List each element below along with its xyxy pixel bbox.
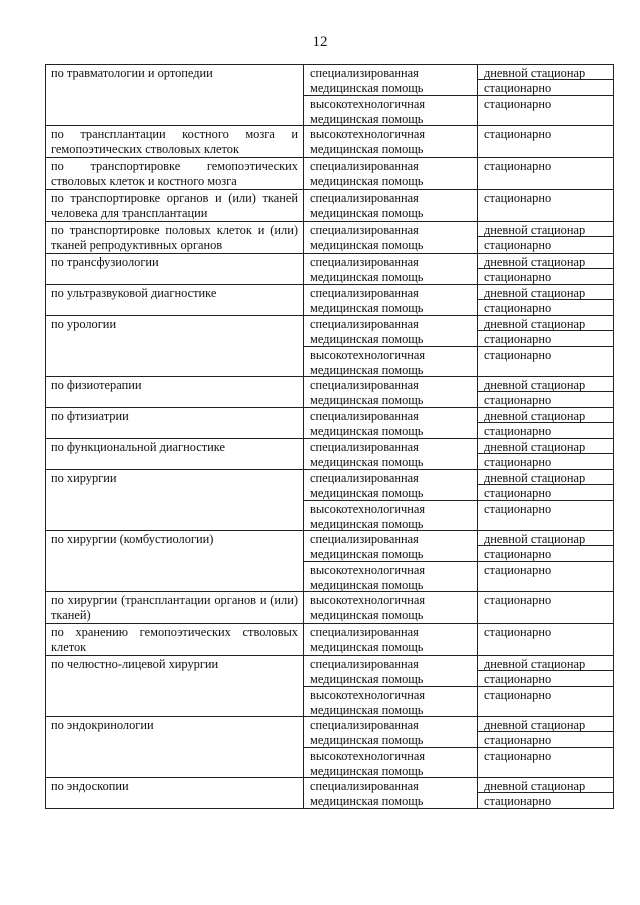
conditions-cell bbox=[478, 439, 614, 470]
care-type-text: специализированная медицинская помощь bbox=[310, 532, 424, 561]
table-row bbox=[46, 624, 614, 656]
condition-text: дневной стационар bbox=[478, 470, 613, 485]
conditions-group bbox=[478, 158, 613, 188]
table-row bbox=[46, 717, 614, 778]
table-row bbox=[46, 190, 614, 222]
care-type-text: специализированная медицинская помощь bbox=[310, 378, 424, 407]
table-row bbox=[46, 158, 614, 190]
care-type-cell bbox=[304, 316, 478, 377]
condition-text: стационарно bbox=[484, 159, 552, 173]
care-type-cell bbox=[304, 656, 478, 717]
conditions-cell bbox=[478, 377, 614, 408]
conditions-cell bbox=[478, 531, 614, 592]
condition-text: стационарно bbox=[484, 547, 552, 561]
conditions-group bbox=[478, 624, 613, 654]
conditions-cell bbox=[478, 717, 614, 778]
care-type-text: специализированная медицинская помощь bbox=[310, 159, 424, 188]
care-type-text: специализированная медицинская помощь bbox=[310, 66, 424, 95]
condition-text: дневной стационар bbox=[478, 531, 613, 546]
condition-text: дневной стационар bbox=[478, 656, 613, 671]
condition-text: стационарно bbox=[484, 127, 552, 141]
care-type-text: высокотехнологичная медицинская помощь bbox=[304, 561, 477, 591]
profile-cell bbox=[46, 592, 304, 624]
conditions-group bbox=[478, 656, 613, 686]
condition-text: стационарно bbox=[484, 749, 552, 763]
condition-text: стационарно bbox=[484, 794, 552, 808]
condition-text: стационарно bbox=[484, 424, 552, 438]
condition-text: стационарно bbox=[484, 393, 552, 407]
condition-text: стационарно bbox=[484, 332, 552, 346]
conditions-group bbox=[478, 65, 613, 95]
conditions-group bbox=[478, 222, 613, 252]
care-type-text: специализированная медицинская помощь bbox=[310, 440, 424, 469]
profile-text: по транспортировке гемопоэтических стволовых клеток и костного мозга bbox=[51, 159, 298, 188]
care-type-cell bbox=[304, 377, 478, 408]
condition-text: дневной стационар bbox=[478, 717, 613, 732]
profile-cell bbox=[46, 408, 304, 439]
care-type-text: высокотехнологичная медицинская помощь bbox=[304, 346, 477, 376]
conditions-cell bbox=[478, 624, 614, 656]
licensing-table bbox=[45, 64, 614, 809]
condition-text: дневной стационар bbox=[478, 377, 613, 392]
condition-text: стационарно bbox=[484, 97, 552, 111]
care-type-text: специализированная медицинская помощь bbox=[310, 471, 424, 500]
table-row bbox=[46, 285, 614, 316]
condition-text: стационарно bbox=[484, 81, 552, 95]
condition-text: стационарно bbox=[484, 672, 552, 686]
care-type-cell bbox=[304, 531, 478, 592]
conditions-cell bbox=[478, 190, 614, 222]
conditions-group bbox=[478, 470, 613, 500]
care-type-cell bbox=[304, 126, 478, 158]
conditions-group bbox=[478, 254, 613, 284]
conditions-group bbox=[478, 592, 613, 622]
care-type-cell bbox=[304, 717, 478, 778]
profile-text: по физиотерапии bbox=[51, 378, 142, 392]
profile-cell bbox=[46, 222, 304, 254]
condition-text: стационарно bbox=[484, 625, 552, 639]
condition-text: дневной стационар bbox=[478, 408, 613, 423]
conditions-group bbox=[478, 285, 613, 315]
conditions-group bbox=[478, 778, 613, 808]
conditions-group bbox=[478, 408, 613, 438]
conditions-cell bbox=[478, 222, 614, 254]
profile-text: по транспортировке органов и (или) тканей человека для трансплантации bbox=[51, 191, 298, 220]
profile-cell bbox=[46, 254, 304, 285]
condition-text: стационарно bbox=[484, 301, 552, 315]
care-type-cell bbox=[304, 285, 478, 316]
care-type-text: высокотехнологичная медицинская помощь bbox=[304, 500, 477, 530]
conditions-cell bbox=[478, 778, 614, 809]
conditions-group bbox=[478, 439, 613, 469]
profile-cell bbox=[46, 624, 304, 656]
care-type-text: специализированная медицинская помощь bbox=[310, 625, 424, 654]
profile-cell bbox=[46, 377, 304, 408]
table-row bbox=[46, 126, 614, 158]
condition-text: стационарно bbox=[484, 563, 552, 577]
care-type-cell bbox=[304, 439, 478, 470]
table-body bbox=[46, 65, 614, 809]
conditions-group bbox=[478, 377, 613, 407]
care-type-cell bbox=[304, 254, 478, 285]
profile-cell bbox=[46, 778, 304, 809]
care-type-text: специализированная медицинская помощь bbox=[310, 255, 424, 284]
conditions-cell bbox=[478, 65, 614, 126]
profile-cell bbox=[46, 470, 304, 531]
table-row bbox=[46, 408, 614, 439]
condition-text: стационарно bbox=[484, 270, 552, 284]
conditions-cell bbox=[478, 408, 614, 439]
care-type-text: специализированная медицинская помощь bbox=[310, 286, 424, 315]
profile-text: по трансфузиологии bbox=[51, 255, 159, 269]
profile-text: по функциональной диагностике bbox=[51, 440, 225, 454]
care-type-text: специализированная медицинская помощь bbox=[310, 718, 424, 747]
profile-cell bbox=[46, 717, 304, 778]
care-type-text: специализированная медицинская помощь bbox=[310, 779, 424, 808]
condition-text: дневной стационар bbox=[478, 439, 613, 454]
table-row bbox=[46, 656, 614, 717]
profile-cell bbox=[46, 158, 304, 190]
profile-cell bbox=[46, 316, 304, 377]
profile-cell bbox=[46, 190, 304, 222]
care-type-text: специализированная медицинская помощь bbox=[310, 409, 424, 438]
profile-text: по челюстно-лицевой хирургии bbox=[51, 657, 219, 671]
condition-text: стационарно bbox=[484, 502, 552, 516]
care-type-cell bbox=[304, 470, 478, 531]
care-type-text: специализированная медицинская помощь bbox=[310, 317, 424, 346]
profile-cell bbox=[46, 65, 304, 126]
conditions-group bbox=[478, 717, 613, 747]
condition-text: дневной стационар bbox=[478, 778, 613, 793]
condition-text: стационарно bbox=[484, 348, 552, 362]
table-row bbox=[46, 470, 614, 531]
care-type-cell bbox=[304, 158, 478, 190]
care-type-cell bbox=[304, 408, 478, 439]
table-row bbox=[46, 778, 614, 809]
profile-cell bbox=[46, 126, 304, 158]
conditions-cell bbox=[478, 470, 614, 531]
profile-cell bbox=[46, 439, 304, 470]
care-type-cell bbox=[304, 65, 478, 126]
profile-text: по ультразвуковой диагностике bbox=[51, 286, 217, 300]
profile-text: по хирургии (трансплантации органов и (или) тканей) bbox=[51, 593, 298, 622]
profile-text: по травматологии и ортопедии bbox=[51, 66, 213, 80]
conditions-cell bbox=[478, 656, 614, 717]
conditions-cell bbox=[478, 592, 614, 624]
condition-text: дневной стационар bbox=[478, 285, 613, 300]
care-type-cell bbox=[304, 592, 478, 624]
care-type-text: специализированная медицинская помощь bbox=[310, 223, 424, 252]
conditions-cell bbox=[478, 285, 614, 316]
conditions-group bbox=[478, 95, 613, 125]
table-row bbox=[46, 316, 614, 377]
conditions-group bbox=[478, 126, 613, 156]
care-type-cell bbox=[304, 190, 478, 222]
conditions-cell bbox=[478, 316, 614, 377]
table-row bbox=[46, 65, 614, 126]
table-row bbox=[46, 254, 614, 285]
profile-text: по эндокринологии bbox=[51, 718, 154, 732]
conditions-group bbox=[478, 561, 613, 591]
condition-text: стационарно bbox=[484, 688, 552, 702]
care-type-text: высокотехнологичная медицинская помощь bbox=[304, 95, 477, 125]
profile-text: по транспортировке половых клеток и (или) тканей репродуктивных органов bbox=[51, 223, 298, 252]
care-type-text: специализированная медицинская помощь bbox=[310, 191, 424, 220]
care-type-text: высокотехнологичная медицинская помощь bbox=[304, 686, 477, 716]
care-type-text: высокотехнологичная медицинская помощь bbox=[304, 747, 477, 777]
condition-text: стационарно bbox=[484, 191, 552, 205]
care-type-cell bbox=[304, 624, 478, 656]
profile-text: по трансплантации костного мозга и гемопоэтических стволовых клеток bbox=[51, 127, 298, 156]
care-type-text: специализированная медицинская помощь bbox=[310, 657, 424, 686]
condition-text: стационарно bbox=[484, 238, 552, 252]
profile-cell bbox=[46, 285, 304, 316]
care-type-cell bbox=[304, 778, 478, 809]
condition-text: дневной стационар bbox=[478, 65, 613, 80]
care-type-text: высокотехнологичная медицинская помощь bbox=[310, 127, 426, 156]
conditions-cell bbox=[478, 126, 614, 158]
profile-text: по эндоскопии bbox=[51, 779, 129, 793]
profile-text: по хирургии (комбустиологии) bbox=[51, 532, 214, 546]
care-type-text: высокотехнологичная медицинская помощь bbox=[310, 593, 426, 622]
condition-text: стационарно bbox=[484, 733, 552, 747]
conditions-group bbox=[478, 500, 613, 530]
table-row bbox=[46, 222, 614, 254]
table-row bbox=[46, 531, 614, 592]
page-number: 12 bbox=[312, 34, 328, 50]
profile-text: по хранению гемопоэтических стволовых клеток bbox=[51, 625, 298, 654]
care-type-cell bbox=[304, 222, 478, 254]
conditions-group bbox=[478, 190, 613, 220]
table-row bbox=[46, 377, 614, 408]
conditions-group bbox=[478, 747, 613, 777]
profile-text: по фтизиатрии bbox=[51, 409, 129, 423]
conditions-group bbox=[478, 686, 613, 716]
condition-text: дневной стационар bbox=[478, 316, 613, 331]
conditions-cell bbox=[478, 254, 614, 285]
table-row bbox=[46, 439, 614, 470]
profile-cell bbox=[46, 656, 304, 717]
profile-text: по урологии bbox=[51, 317, 117, 331]
profile-cell bbox=[46, 531, 304, 592]
conditions-cell bbox=[478, 158, 614, 190]
condition-text: стационарно bbox=[484, 455, 552, 469]
condition-text: стационарно bbox=[484, 486, 552, 500]
condition-text: дневной стационар bbox=[478, 222, 613, 237]
conditions-group bbox=[478, 346, 613, 376]
condition-text: дневной стационар bbox=[478, 254, 613, 269]
profile-text: по хирургии bbox=[51, 471, 117, 485]
table-row bbox=[46, 592, 614, 624]
conditions-group bbox=[478, 531, 613, 561]
condition-text: стационарно bbox=[484, 593, 552, 607]
conditions-group bbox=[478, 316, 613, 346]
